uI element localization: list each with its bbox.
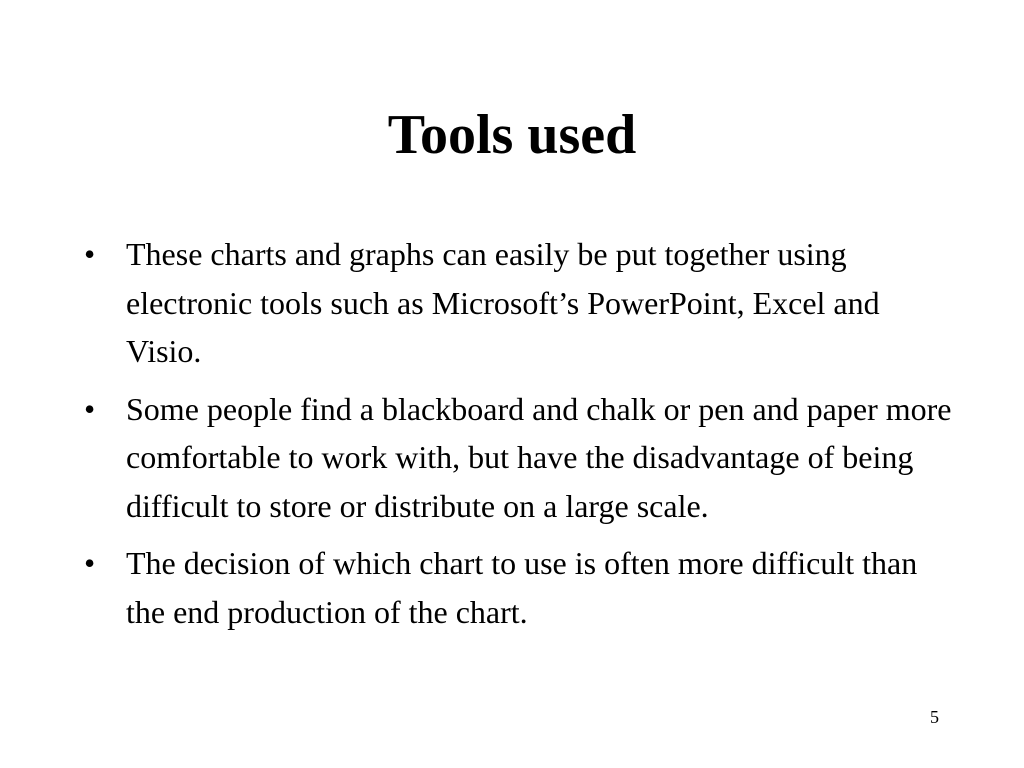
bullet-icon: • [84,390,96,427]
page-number: 5 [930,707,939,727]
slide-title: Tools used [387,104,637,166]
bullet-item [80,230,960,376]
bullet-icon: • [84,545,96,581]
bullet-icon: • [84,236,96,272]
bullet-list [80,230,960,645]
bullet-item [80,385,960,531]
bullet-text: Some people find a blackboard and chalk or pen and paper more comfortable to work with, but have the disadvantage of being difficult to store or distribute on a large scale. [126,390,952,524]
bullet-text: The decision of which chart to use is often more difficult than the end production of the chart. [126,545,918,630]
bullet-item [80,539,960,636]
bullet-text: These charts and graphs can easily be put together using electronic tools such as Microsoft’s PowerPoint, Excel and Visio. [126,236,880,369]
